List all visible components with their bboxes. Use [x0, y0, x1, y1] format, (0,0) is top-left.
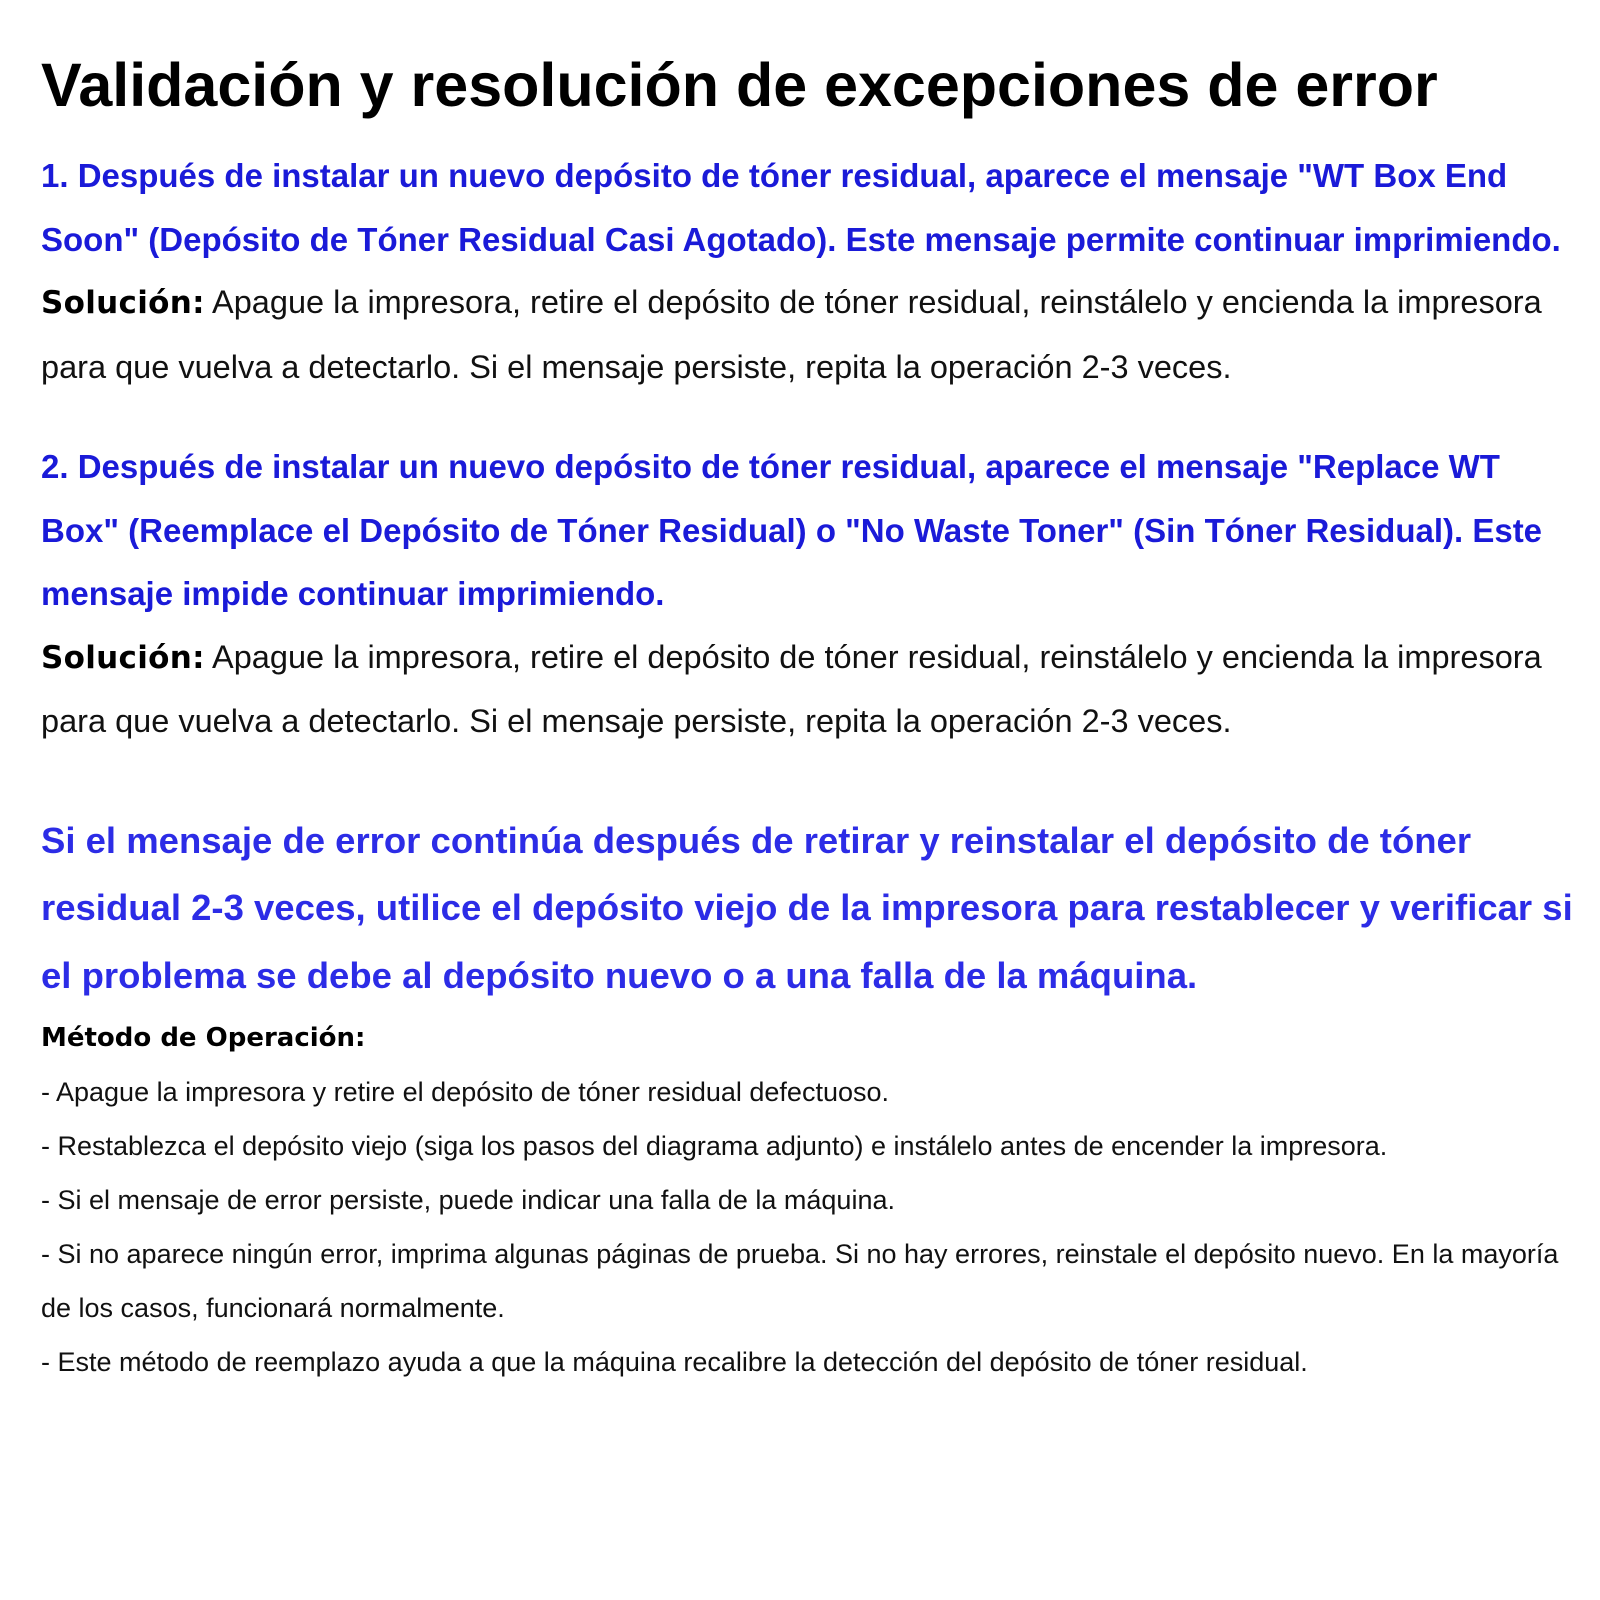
issue-1 [41, 144, 1581, 399]
document-page [41, 40, 1581, 1389]
issue-2-solution [41, 626, 1581, 754]
reset-note: Si el mensaje de error continúa después de retirar y reinstalar el depósito de tóner residual 2-3 veces, utilice el depósito viejo de la impresora para restablecer y verificar si el problema se debe al depósito nuevo o a una falla de la máquina. [41, 819, 1573, 996]
issue-2-heading: 2. Después de instalar un nuevo depósito de tóner residual, aparece el mensaje "Replace WT Box" (Reemplace el Depósito de Tóner Residual) o "No Waste Toner" (Sin Tóner Residual). Este mensaje impide continuar imprimiendo. [41, 448, 1543, 612]
method-heading: Método de Operación: [41, 1023, 366, 1053]
solution-label: Solución: [41, 639, 205, 676]
method-step: - Restablezca el depósito viejo (siga los pasos del diagrama adjunto) e instálelo antes de encender la impresora. [41, 1131, 1388, 1161]
issue-1-heading: 1. Después de instalar un nuevo depósito de tóner residual, aparece el mensaje "WT Box End Soon" (Depósito de Tóner Residual Casi Agotado). Este mensaje permite continuar imprimiendo. [41, 157, 1561, 258]
issue-1-solution [41, 271, 1581, 399]
solution-label: Solución: [41, 285, 205, 321]
method-steps [41, 1065, 1581, 1389]
method-step: - Apague la impresora y retire el depósito de tóner residual defectuoso. [41, 1077, 889, 1107]
page-title: Validación y resolución de excepciones de error [41, 51, 1438, 119]
method-step: - Este método de reemplazo ayuda a que la máquina recalibre la detección del depósito de tóner residual. [41, 1347, 1308, 1377]
solution-text: Apague la impresora, retire el depósito de tóner residual, reinstálelo y encienda la impresora para que vuelva a detectarlo. Si el mensaje persiste, repita la operación 2-3 veces. [41, 284, 1542, 385]
method-step: - Si el mensaje de error persiste, puede indicar una falla de la máquina. [41, 1185, 895, 1215]
method-step: - Si no aparece ningún error, imprima algunas páginas de prueba. Si no hay errores, reinstale el depósito nuevo. En la mayoría de los casos, funcionará normalmente. [41, 1239, 1559, 1323]
issue-2 [41, 435, 1581, 754]
solution-text: Apague la impresora, retire el depósito de tóner residual, reinstálelo y encienda la impresora para que vuelva a detectarlo. Si el mensaje persiste, repita la operación 2-3 veces. [41, 638, 1542, 739]
operation-method [41, 1011, 1581, 1389]
